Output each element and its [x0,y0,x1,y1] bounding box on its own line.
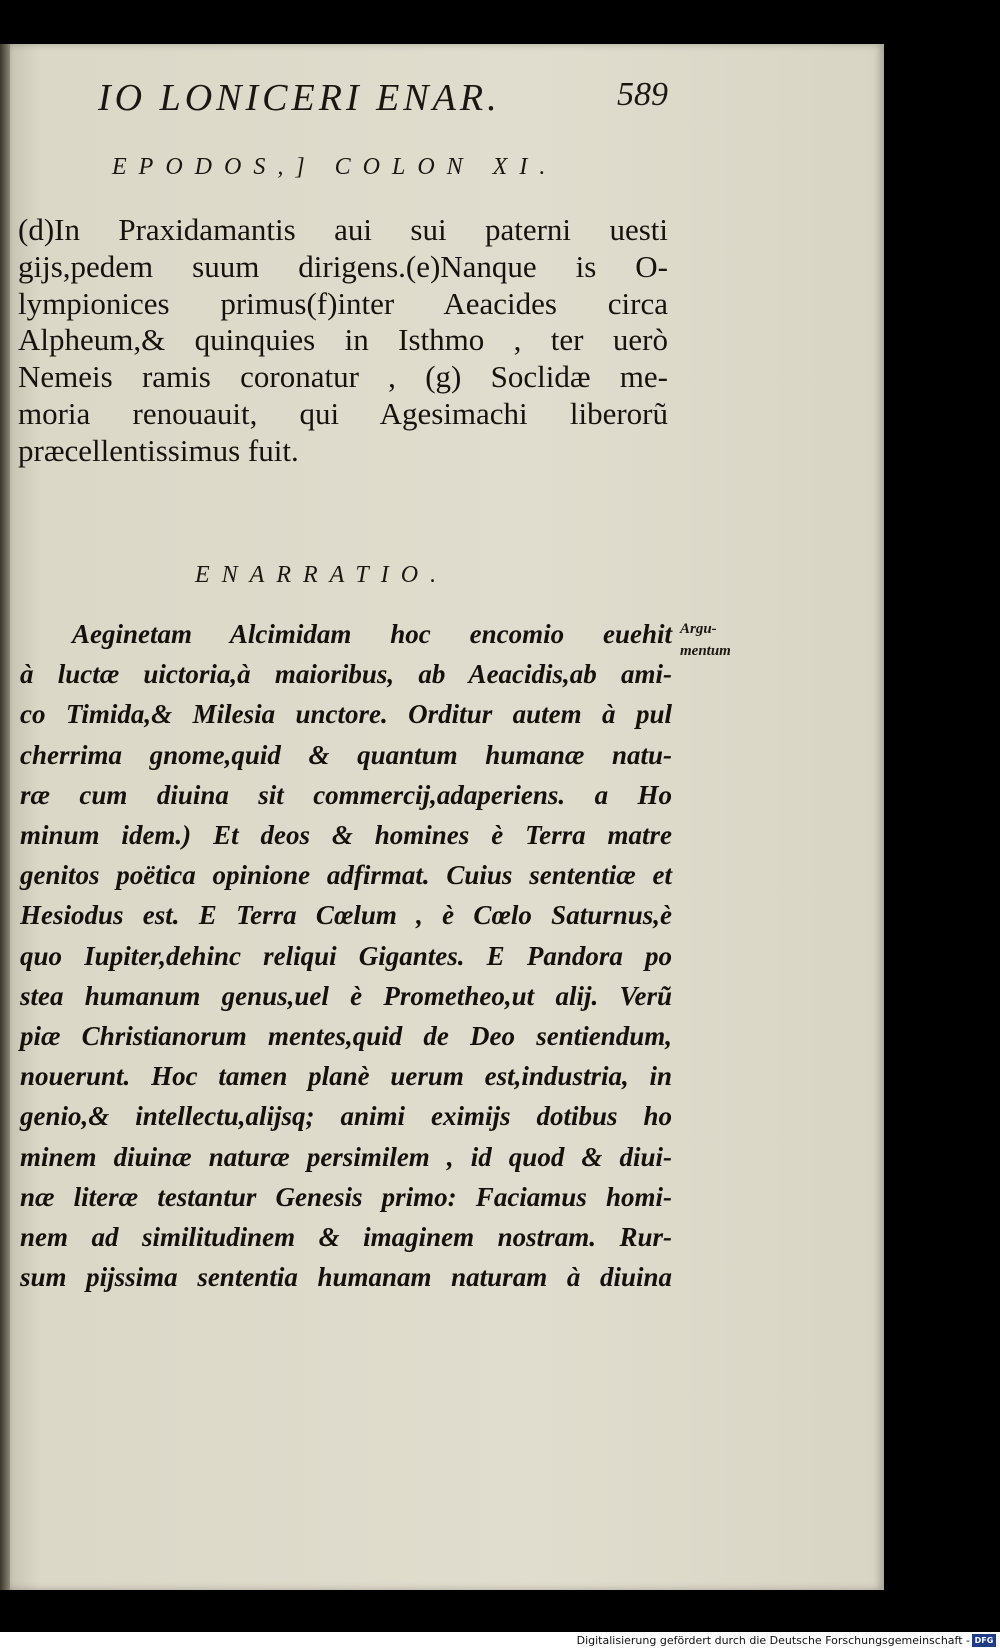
text-line: præcellentissimus fuit. [18,432,299,468]
text-line: co Timida,& Milesia unctore. Orditur autem à pul [20,699,672,730]
running-header [98,76,668,136]
text-line: næ literæ testantur Genesis primo: Faciamus homi- [20,1181,672,1212]
text-line: (d)In Praxidamantis aui sui paterni uesti [18,212,668,247]
text-line: nem ad similitudinem & imaginem nostram. Rur- [20,1222,672,1253]
text-line: cherrima gnome,quid & quantum humanæ natu- [20,739,672,770]
text-line: à luctæ uictoria,à maioribus, ab Aeacidis,ab ami- [20,659,672,690]
italic-text-block [20,614,672,1297]
text-line: minum idem.) Et deos & homines è Terra matre [20,820,672,851]
text-line: Hesiodus est. E Terra Cœlum , è Cœlo Saturnus,è [20,900,672,931]
margin-note-line: mentum [680,643,731,659]
text-line: minem diuinæ naturæ persimilem , id quod & diui- [20,1141,672,1172]
text-line: sum pijssima sententia humanam naturam à diuina [20,1262,672,1293]
section-heading: EPODOS,] COLON XI. [112,154,558,180]
text-line: genio,& intellectu,alijsq; animi eximijs dotibus ho [20,1101,672,1132]
margin-note [680,618,731,662]
page-number: 589 [617,76,668,113]
page-gutter-shadow [0,44,10,1590]
text-line: genitos poëtica opinione adfirmat. Cuius sententiæ et [20,860,672,891]
margin-note-line: Argu- [680,621,717,637]
text-line: quo Iupiter,dehinc reliqui Gigantes. E Pandora po [20,940,672,971]
text-line: piæ Christianorum mentes,quid de Deo sentiendum, [20,1021,672,1052]
text-line: Alpheum,& quinquies in Isthmo , ter uerò [18,322,668,358]
text-line: moria renouauit, qui Agesimachi liberorũ [18,395,668,431]
text-line: Aeginetam Alcimidam hoc encomio euehit [72,619,672,649]
text-line: nouerunt. Hoc tamen planè uerum est,industria, in [20,1061,672,1092]
running-title: IO LONICERI ENAR. [98,77,501,119]
dfg-logo: DFG [972,1634,996,1647]
text-line: Nemeis ramis coronatur , (g) Soclidæ me- [18,359,668,395]
text-line: gijs,pedem suum dirigens.(e)Nanque is O- [18,248,668,284]
text-line: ræ cum diuina sit commercij,adaperiens. a Ho [20,779,672,810]
roman-text-block [18,212,668,470]
text-line: stea humanum genus,uel è Prometheo,ut alij. Verũ [20,980,672,1011]
dfg-credit: Digitalisierung gefördert durch die Deutsche Forschungsgemeinschaft - [576,1634,970,1647]
enarratio-heading: ENARRATIO. [195,562,449,588]
text-line: lympionices primus(f)inter Aeacides circa [18,285,668,321]
